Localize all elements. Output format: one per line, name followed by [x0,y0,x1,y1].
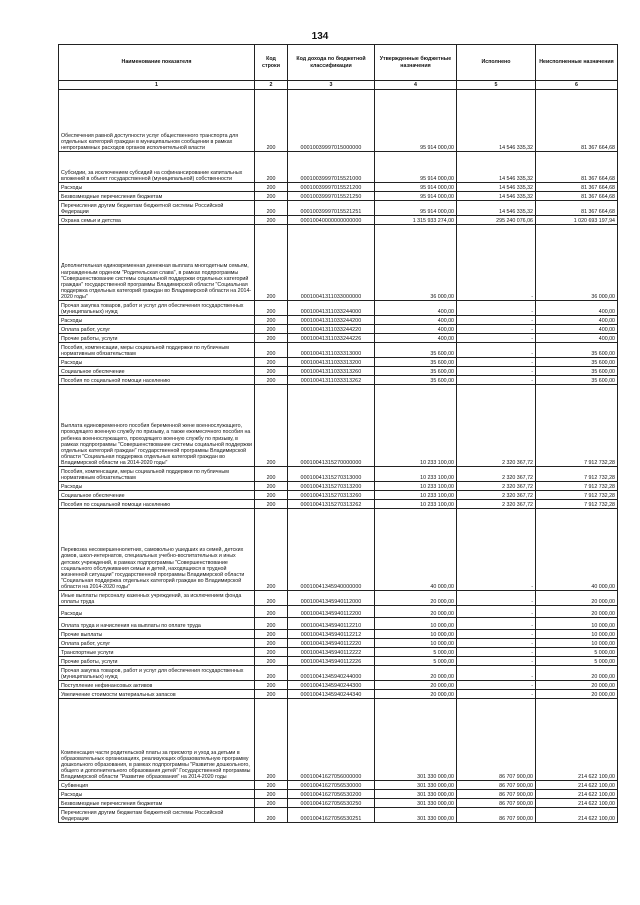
row-name: Пособия по социальной помощи населению [59,500,255,509]
row-line-code: 200 [255,790,288,799]
row-name: Субсидии, за исключением субсидий на софинансирование капитальных вложений в объект государственной (муниципальной) собственности [59,152,255,183]
row-approved: 40 000,00 [375,509,457,591]
row-executed: 2 320 367,72 [457,385,536,467]
row-remaining: 400,00 [536,316,618,325]
row-income-code: 00010041311033244000 [288,301,375,316]
row-executed: - [457,376,536,385]
row-remaining: 40 000,00 [536,509,618,591]
row-remaining: 10 000,00 [536,618,618,630]
row-remaining: 35 600,00 [536,358,618,367]
row-line-code: 200 [255,376,288,385]
row-income-code: 00010041345940112000 [288,591,375,606]
row-executed: - [457,334,536,343]
row-executed: - [457,681,536,690]
row-remaining: 214 622 100,00 [536,799,618,808]
row-income-code: 00010041627056530000 [288,781,375,790]
row-line-code: 200 [255,606,288,618]
row-line-code: 200 [255,343,288,358]
row-remaining: 400,00 [536,325,618,334]
row-executed: - [457,316,536,325]
row-line-code: 200 [255,799,288,808]
row-income-code: 00010041311033000000 [288,225,375,301]
row-name: Оплата работ, услуг [59,639,255,648]
row-name: Субвенция [59,781,255,790]
header-executed: Исполнено [457,45,536,81]
row-name: Расходы [59,790,255,799]
table-row [59,358,618,367]
row-remaining: 7 912 732,28 [536,500,618,509]
row-remaining: 81 367 664,68 [536,201,618,216]
row-line-code: 200 [255,358,288,367]
row-name: Иные выплаты персоналу казенных учреждений, за исключением фонда оплаты труда [59,591,255,606]
row-line-code: 200 [255,183,288,192]
row-line-code: 200 [255,666,288,681]
column-number: 4 [375,81,457,90]
row-executed: 2 320 367,72 [457,467,536,482]
table-row [59,183,618,192]
table-row [59,482,618,491]
row-name: Социальное обеспечение [59,491,255,500]
row-line-code: 200 [255,367,288,376]
row-executed: - [457,639,536,648]
row-executed: 14 546 335,32 [457,90,536,152]
row-name: Пособия, компенсации, меры социальной поддержки по публичным нормативным обязательствам [59,467,255,482]
row-approved: 10 000,00 [375,639,457,648]
row-remaining: 10 000,00 [536,639,618,648]
row-name: Пособия по социальной помощи населению [59,376,255,385]
row-approved: 400,00 [375,334,457,343]
table-row [59,192,618,201]
row-income-code: 00010041345940244340 [288,690,375,699]
row-income-code: 00010041345940112226 [288,657,375,666]
row-line-code: 200 [255,192,288,201]
row-line-code: 200 [255,467,288,482]
row-name: Дополнительная единовременная денежная выплата многодетным семьям, награжденным орденом "Родительская слава", в рамках подпрограммы "Совершенствование системы социальной поддержки отдельных категорий граждан" государственной программы Владимирской области "Социальная поддержка отдельных категорий граждан во Владимирской области на 2014-2020 годы" [59,225,255,301]
table-row [59,301,618,316]
table-row [59,385,618,467]
row-remaining: 214 622 100,00 [536,790,618,799]
row-name: Охрана семьи и детства [59,216,255,225]
budget-execution-table [58,44,618,823]
table-row [59,343,618,358]
row-approved: 95 914 000,00 [375,90,457,152]
row-income-code: 00010041345940244000 [288,666,375,681]
row-approved: 1 315 933 274,00 [375,216,457,225]
row-executed: 14 546 335,32 [457,192,536,201]
row-approved: 10 233 100,00 [375,482,457,491]
row-remaining: 20 000,00 [536,606,618,618]
row-executed: - [457,648,536,657]
row-income-code: 00010041627056530251 [288,808,375,823]
row-income-code: 00010040000000000000 [288,216,375,225]
row-approved: 301 330 000,00 [375,699,457,781]
row-approved: 5 000,00 [375,648,457,657]
row-line-code: 200 [255,630,288,639]
table-row [59,509,618,591]
row-executed: 86 707 900,00 [457,781,536,790]
row-name: Выплата единовременного пособия беременной жене военнослужащего, проходящего военную службу по призыву, а также ежемесячного пособия на ребенка военнослужащего, проходящего военную службу по призыву, в рамках подпрограммы "Совершенствование системы социальной поддержки отдельных категорий граждан" государственной программы Владимирской области "Социальная поддержка отдельных категорий граждан во Владимирской области на 2014-2020 годы" [59,385,255,467]
row-line-code: 200 [255,648,288,657]
row-income-code: 00010039997015000000 [288,90,375,152]
row-remaining: 81 367 664,68 [536,183,618,192]
table-row [59,781,618,790]
row-name: Расходы [59,183,255,192]
table-row [59,591,618,606]
table-row [59,630,618,639]
row-name: Поступление нефинансовых активов [59,681,255,690]
row-name: Расходы [59,358,255,367]
table-row [59,799,618,808]
row-executed: - [457,343,536,358]
header-row [59,45,618,81]
row-remaining: 7 912 732,28 [536,491,618,500]
table-row [59,152,618,183]
row-remaining: 35 600,00 [536,343,618,358]
row-line-code: 200 [255,699,288,781]
row-line-code: 200 [255,216,288,225]
row-income-code: 00010041311033244226 [288,334,375,343]
row-executed: - [457,591,536,606]
row-approved: 20 000,00 [375,606,457,618]
table-row [59,648,618,657]
row-remaining: 35 600,00 [536,367,618,376]
row-executed: - [457,690,536,699]
row-approved: 5 000,00 [375,657,457,666]
row-name: Обеспечения равной доступности услуг общественного транспорта для отдельных категорий граждан в муниципальном сообщении в рамках непрограммных расходов органов исполнительной власти [59,90,255,152]
row-approved: 35 600,00 [375,367,457,376]
row-income-code: 00010041311033313260 [288,367,375,376]
table-row [59,500,618,509]
row-line-code: 200 [255,491,288,500]
row-income-code: 00010041311033244220 [288,325,375,334]
table-row [59,216,618,225]
row-executed: - [457,225,536,301]
row-name: Безвозмездные перечисления бюджетам [59,192,255,201]
row-income-code: 00010041345940244300 [288,681,375,690]
row-remaining: 400,00 [536,334,618,343]
row-line-code: 200 [255,201,288,216]
row-line-code: 200 [255,681,288,690]
row-executed: - [457,606,536,618]
row-income-code: 00010041345940112200 [288,606,375,618]
row-name: Оплата работ, услуг [59,325,255,334]
row-name: Перевозка несовершеннолетних, самовольно ушедших из семей, детских домов, школ-интернатов, специальных учебно-воспитательных и иных детских учреждений, в рамках подпрограммы "Совершенствование социального обслуживания семьи и детей, находящихся в трудной жизненной ситуации" государственной программы Владимирской области "Социальная поддержка отдельных категорий граждан во Владимирской области на 2014-2020 годы" [59,509,255,591]
row-name: Прочая закупка товаров, работ и услуг для обеспечения государственных (муниципальных) нужд [59,666,255,681]
row-executed: 2 320 367,72 [457,482,536,491]
row-income-code: 00010041311033313200 [288,358,375,367]
column-number: 5 [457,81,536,90]
table-row [59,657,618,666]
row-approved: 35 600,00 [375,358,457,367]
row-remaining: 5 000,00 [536,648,618,657]
row-approved: 400,00 [375,316,457,325]
row-executed: 86 707 900,00 [457,790,536,799]
row-approved: 35 600,00 [375,376,457,385]
header-remaining: Неисполненные назначения [536,45,618,81]
row-approved: 301 330 000,00 [375,799,457,808]
table-row [59,201,618,216]
row-line-code: 200 [255,781,288,790]
row-name: Увеличение стоимости материальных запасов [59,690,255,699]
row-approved: 400,00 [375,301,457,316]
row-name: Пособия, компенсации, меры социальной поддержки по публичным нормативным обязательствам [59,343,255,358]
row-approved: 400,00 [375,325,457,334]
header-indicator-name: Наименование показателя [59,45,255,81]
row-approved: 95 914 000,00 [375,201,457,216]
row-income-code: 00010041311033313000 [288,343,375,358]
row-remaining: 214 622 100,00 [536,699,618,781]
row-name: Перечисления другим бюджетам бюджетной системы Российской Федерации [59,201,255,216]
row-name: Безвозмездные перечисления бюджетам [59,799,255,808]
row-line-code: 200 [255,325,288,334]
row-executed: - [457,358,536,367]
row-name: Прочие работы, услуги [59,334,255,343]
row-remaining: 7 912 732,28 [536,467,618,482]
row-income-code: 00010041315270313000 [288,467,375,482]
row-line-code: 200 [255,152,288,183]
table-row [59,666,618,681]
row-line-code: 200 [255,334,288,343]
row-income-code: 00010041627056000000 [288,699,375,781]
row-approved: 20 000,00 [375,681,457,690]
row-income-code: 00010041627056530200 [288,790,375,799]
row-name: Транспортные услуги [59,648,255,657]
table-row [59,491,618,500]
column-number: 3 [288,81,375,90]
table-row [59,606,618,618]
row-remaining: 400,00 [536,301,618,316]
row-approved: 20 000,00 [375,690,457,699]
table-row [59,699,618,781]
row-income-code: 00010041315270313260 [288,491,375,500]
row-approved: 95 914 000,00 [375,152,457,183]
row-approved: 10 233 100,00 [375,500,457,509]
row-executed: - [457,666,536,681]
row-income-code: 00010041345940112212 [288,630,375,639]
row-executed: 86 707 900,00 [457,808,536,823]
row-remaining: 5 000,00 [536,657,618,666]
row-line-code: 200 [255,690,288,699]
row-line-code: 200 [255,657,288,666]
row-approved: 36 000,00 [375,225,457,301]
row-line-code: 200 [255,500,288,509]
row-income-code: 00010041345940112220 [288,639,375,648]
row-approved: 301 330 000,00 [375,781,457,790]
table-row [59,376,618,385]
row-name: Оплата труда и начисления на выплаты по оплате труда [59,618,255,630]
row-executed: 2 320 367,72 [457,491,536,500]
row-name: Расходы [59,606,255,618]
row-name: Расходы [59,316,255,325]
row-line-code: 200 [255,639,288,648]
row-remaining: 81 367 664,68 [536,152,618,183]
table-row [59,467,618,482]
row-line-code: 200 [255,482,288,491]
row-approved: 20 000,00 [375,666,457,681]
row-approved: 10 000,00 [375,630,457,639]
row-income-code: 00010039997015521251 [288,201,375,216]
table-row [59,639,618,648]
column-number: 6 [536,81,618,90]
row-line-code: 200 [255,90,288,152]
row-executed: 14 546 335,32 [457,152,536,183]
row-executed: - [457,325,536,334]
row-approved: 20 000,00 [375,591,457,606]
row-line-code: 200 [255,225,288,301]
row-approved: 301 330 000,00 [375,808,457,823]
row-executed: 295 240 076,06 [457,216,536,225]
row-remaining: 10 000,00 [536,630,618,639]
table-row [59,90,618,152]
row-name: Компенсация части родительской платы за присмотр и уход за детьми в образовательных организациях, реализующих образовательную программу дошкольного образования, в рамках подпрограммы "Развитие дошкольного, общего и дополнительного образования детей" Государственной программы Владимирской области "Развитие образования" на 2014-2020 годы [59,699,255,781]
column-number: 2 [255,81,288,90]
row-income-code: 00010041345940112222 [288,648,375,657]
row-approved: 10 233 100,00 [375,385,457,467]
row-approved: 95 914 000,00 [375,183,457,192]
row-name: Расходы [59,482,255,491]
row-line-code: 200 [255,509,288,591]
row-remaining: 20 000,00 [536,591,618,606]
row-name: Социальное обеспечение [59,367,255,376]
row-remaining: 35 600,00 [536,376,618,385]
row-executed: - [457,657,536,666]
row-name: Прочие работы, услуги [59,657,255,666]
row-income-code: 00010041345940112210 [288,618,375,630]
row-remaining: 7 912 732,28 [536,482,618,491]
row-remaining: 1 020 693 197,94 [536,216,618,225]
row-executed: 86 707 900,00 [457,699,536,781]
row-remaining: 20 000,00 [536,690,618,699]
row-remaining: 20 000,00 [536,681,618,690]
row-income-code: 00010041345940000000 [288,509,375,591]
table-row [59,790,618,799]
row-line-code: 200 [255,301,288,316]
row-line-code: 200 [255,316,288,325]
row-remaining: 7 912 732,28 [536,385,618,467]
row-income-code: 00010041627056530250 [288,799,375,808]
row-executed: - [457,630,536,639]
row-remaining: 36 000,00 [536,225,618,301]
row-income-code: 00010039997015521000 [288,152,375,183]
row-approved: 10 233 100,00 [375,491,457,500]
row-line-code: 200 [255,618,288,630]
table-row [59,618,618,630]
column-number: 1 [59,81,255,90]
row-approved: 95 914 000,00 [375,192,457,201]
table-row [59,681,618,690]
row-income-code: 00010041315270000000 [288,385,375,467]
header-income-code: Код дохода по бюджетной классификации [288,45,375,81]
row-executed: 14 546 335,32 [457,183,536,192]
row-line-code: 200 [255,591,288,606]
row-income-code: 00010041315270313262 [288,500,375,509]
row-remaining: 81 367 664,68 [536,90,618,152]
row-line-code: 200 [255,385,288,467]
row-line-code: 200 [255,808,288,823]
row-income-code: 00010041311033313262 [288,376,375,385]
page-number: 134 [311,31,329,42]
row-name: Прочие выплаты [59,630,255,639]
row-remaining: 81 367 664,68 [536,192,618,201]
row-executed: - [457,367,536,376]
row-income-code: 00010041311033244200 [288,316,375,325]
row-approved: 35 600,00 [375,343,457,358]
row-executed: 2 320 367,72 [457,500,536,509]
row-executed: - [457,618,536,630]
row-income-code: 00010041315270313200 [288,482,375,491]
row-executed: - [457,509,536,591]
table-row [59,325,618,334]
row-remaining: 20 000,00 [536,666,618,681]
table-row [59,367,618,376]
row-remaining: 214 622 100,00 [536,808,618,823]
table-body [59,90,618,823]
table-row [59,225,618,301]
row-approved: 10 233 100,00 [375,467,457,482]
row-approved: 301 330 000,00 [375,790,457,799]
row-remaining: 214 622 100,00 [536,781,618,790]
row-executed: 86 707 900,00 [457,799,536,808]
table-row [59,316,618,325]
column-number-row [59,81,618,90]
header-approved: Утвержденные бюджетные назначения [375,45,457,81]
table-row [59,334,618,343]
table-row [59,690,618,699]
row-income-code: 00010039997015521250 [288,192,375,201]
row-name: Прочая закупка товаров, работ и услуг для обеспечения государственных (муниципальных) нужд [59,301,255,316]
row-executed: - [457,301,536,316]
row-name: Перечисления другим бюджетам бюджетной системы Российской Федерации [59,808,255,823]
row-income-code: 00010039997015521200 [288,183,375,192]
header-line-code: Код строки [255,45,288,81]
row-approved: 10 000,00 [375,618,457,630]
row-executed: 14 546 335,32 [457,201,536,216]
table-row [59,808,618,823]
